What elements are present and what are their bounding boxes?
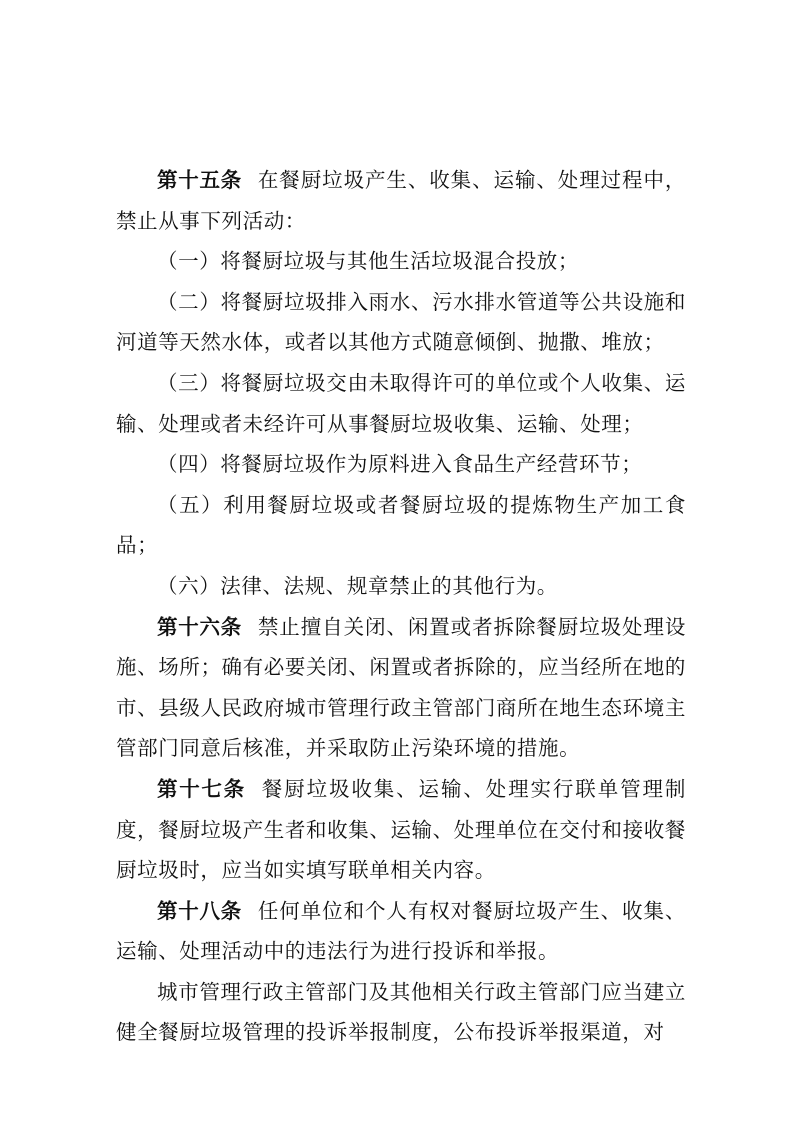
article-17-title: 第十七条 [157,776,246,801]
article-15-item-2: （二）将餐厨垃圾排入雨水、污水排水管道等公共设施和河道等天然水体，或者以其他方式随意倾倒、抛撒、堆放； [116,289,686,355]
article-15-item-4: （四）将餐厨垃圾作为原料进入食品生产经营环节； [157,452,643,477]
article-15-item-3: （三）将餐厨垃圾交由未取得许可的单位或个人收集、运输、处理或者未经许可从事餐厨垃圾收集、运输、处理； [116,370,686,436]
article-15-item-1: （一）将餐厨垃圾与其他生活垃圾混合投放； [157,249,579,274]
article-15 [116,160,686,241]
article-18 [116,891,686,972]
article-17 [116,769,686,891]
article-18-title: 第十八条 [157,898,242,923]
article-15-item-5: （五）利用餐厨垃圾或者餐厨垃圾的提炼物生产加工食品； [116,492,686,558]
article-18-followup: 城市管理行政主管部门及其他相关行政主管部门应当建立健全餐厨垃圾管理的投诉举报制度，公布投诉举报渠道，对 [116,979,686,1045]
article-15-body: 在餐厨垃圾产生、收集、运输、处理过程中，禁止从事下列活动： [116,168,686,233]
article-15-item-6: （六）法律、法规、规章禁止的其他行为。 [157,573,558,598]
article-17-body: 餐厨垃圾收集、运输、处理实行联单管理制度，餐厨垃圾产生者和收集、运输、处理单位在交付和接收餐厨垃圾时，应当如实填写联单相关内容。 [116,776,686,883]
article-15-title: 第十五条 [157,168,242,192]
article-16 [116,607,686,769]
article-16-body: 禁止擅自关闭、闲置或者拆除餐厨垃圾处理设施、场所；确有必要关闭、闲置或者拆除的，应当经所在地的市、县级人民政府城市管理行政主管部门商所在地生态环境主管部门同意后核准，并采取防止污染环境的措施。 [116,614,686,761]
article-16-title: 第十六条 [157,614,242,639]
article-18-body: 任何单位和个人有权对餐厨垃圾产生、收集、运输、处理活动中的违法行为进行投诉和举报。 [116,898,686,964]
document-body [116,160,686,1053]
